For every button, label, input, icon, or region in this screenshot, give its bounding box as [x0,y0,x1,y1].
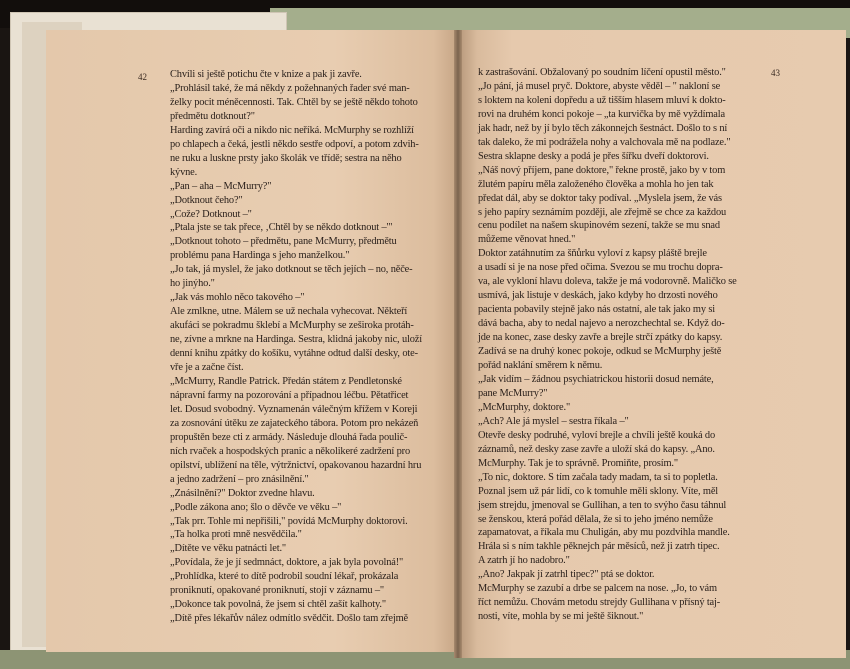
text-line: Hrála si s ním takhle pěknejch pár měsíců, než ji zatrh tipec. [478,541,720,553]
text-line: „Dotknout čeho?" [170,194,243,206]
text-line: cenu podílet na našem skupinovém sezení, takže se mu snad [478,220,720,232]
text-line: ho jinýho." [170,278,215,290]
text-line: „Náš nový příjem, pane doktore," řekne prostě, jako by v tom [478,164,726,176]
text-line: „Cože? Dotknout –" [170,208,252,220]
text-line: „McMurphy, doktore." [478,401,571,413]
text-line: želky pocit méněcennosti. Tak. Chtěl by se ještě někdo tohoto [170,96,418,108]
text-line: po chlapech a čeká, jestli někdo sestře odpoví, a potom zdvih- [170,138,419,150]
text-line: A zatrh jí ho nadobro." [478,555,570,567]
left-page-text [170,68,445,626]
text-line: Harding zavírá oči a nikdo nic neříká. McMurphy se rozhlíží [170,124,414,136]
right-page-text [478,66,763,624]
text-line: pacienta pobavily stejně jako nás ostatní, ale tak jako my si [478,304,715,316]
text-line: „Ptala jste se tak přece, ‚Chtěl by se někdo dotknout –'" [170,222,393,234]
text-line: tak daleko, že mi podrážela nohy a valchovala mě na podlaze." [478,136,731,148]
text-line: usmívá, jak listuje v deskách, jako kdyby ho drzosti nového [478,290,718,302]
text-line: a usadí si je na nose před očima. Svezou se mu trochu dopra- [478,262,723,274]
text-line: problému pana Hardinga s jeho manželkou." [170,250,350,262]
text-line: „Ach? Ale já myslel – sestra říkala –" [478,415,629,427]
text-line: „Podle zákona ano; šlo o děvče ve věku –" [170,501,342,513]
text-line: „Ta holka proti mně nesvědčila." [170,529,302,541]
text-line: „Jo tak, já myslel, že jako dotknout se těch jejích – no, něče- [170,264,413,276]
text-line: Chvíli si ještě potichu čte v knize a pak ji zavře. [170,69,362,80]
text-line: dává bacha, aby to nedal najevo a nerozchechtal se. Když do- [478,318,725,330]
text-line: s jeho papíry seznámím později, ale zřejmě se chce za každou [478,206,727,218]
text-line: Sestra sklapne desky a podá je přes šířku dveří doktorovi. [478,150,709,162]
text-line: jsem strejdu, jmenoval se Gullihan, a ten to svýho času táhnul [478,499,727,511]
text-line: „McMurry, Randle Patrick. Předán státem z Pendletonské [170,375,402,387]
text-line: s loktem na koleni dopředu a už tišším hlasem mluví k dokto- [478,94,726,106]
right-page-number: 43 [771,68,780,78]
text-line: zapamatovat, a říkala mu Chuligán, aby mu pozdvihla mandle. [478,527,730,539]
text-line: ních rvaček a hospodských pranic a několikeré zadržení pro [170,445,410,457]
text-line: proniknutí, opakované proniknutí, stojí v záznamu –" [170,585,385,597]
text-line: Ale zmlkne, utne. Málem se už nechala vyhecovat. Někteří [170,306,408,318]
text-line: McMurphy. Tak je to správně. Promiňte, prosím." [478,457,678,469]
text-line: jde na konec, zase desky zavře a brejle strčí zpátky do kapsy. [478,332,723,344]
text-line: předmětu dotknout?" [170,110,255,122]
text-line: „Ano? Jakpak jí zatrhl tipec?" ptá se doktor. [478,569,655,581]
text-line: denní knihu zpátky do košíku, vytáhne odtud další desky, ote- [170,348,418,360]
text-line: žlutém papíru měla založeného člověka a mohla ho jen tak [478,178,714,190]
text-line: kývne. [170,166,198,178]
text-line: ne, zívne a mrkne na Hardinga. Sestra, klidná jakoby nic, uloží [170,334,422,346]
text-line: pane McMurry?" [478,387,548,399]
text-line: nápravní farmy na pozorování a případnou léčbu. Pětatřicet [170,389,409,401]
text-line: pořád naklání směrem k němu. [478,360,603,372]
text-line: nosti, víte, mohla by se mi ještě šiknout." [478,611,644,623]
text-line: „Dítě přes lékařův nález odmítlo svědčit. Došlo tam zřejmě [170,613,408,625]
text-line: „Tak prr. Tohle mi nepřišili," povídá McMurphy doktorovi. [170,515,408,527]
text-line: let. Dosud svobodný. Vyznamenán válečným křížem v Koreji [170,403,418,415]
text-line: „Dokonce tak povolná, že jsem si chtěl zašít kalhoty." [170,599,386,611]
text-line: ne ruku a luskne prsty jako školák ve třídě; sestra na něho [170,152,402,164]
text-line: Zadívá se na druhý konec pokoje, odkud se McMurphy ještě [478,346,722,358]
text-line: se ženskou, která pořád dělala, že si to jeho jméno nemůže [478,513,713,525]
text-line: k zastrašování. Obžalovaný po soudním líčení opustil město." [478,67,726,78]
text-line: „Jo pání, já musel pryč. Doktore, abyste věděl – " nakloní se [478,80,721,92]
text-line: Doktor zatáhnutím za šňůrku vyloví z kapsy pláště brejle [478,248,707,260]
text-line: předat dál, aby se doktor taky podíval. „Myslela jsem, že vás [478,192,722,204]
left-page-number: 42 [138,72,147,82]
text-line: říct nemůžu. Chovám metodu strejdy Gullihana v přísný taj- [478,597,721,609]
text-line: propuštěn beze cti z armády. Následuje dlouhá řada poulič- [170,431,408,443]
text-line: „Dotknout tohoto – předmětu, pane McMurry, předmětu [170,236,397,248]
text-line: „To nic, doktore. S tím začala tady madam, ta si to popletla. [478,471,718,483]
text-line: můžeme věnovat hned." [478,234,576,246]
text-line: „Jak vidím – žádnou psychiatrickou historii dosud nemáte, [478,373,714,385]
text-line: „Prohlídka, které to dítě podrobil soudní lékař, prokázala [170,571,399,583]
text-line: jak hadr, než by jí bylo těch zákonnejch šestnáct. Došlo to s ní [478,122,728,134]
text-line: „Povídala, že je jí sedmnáct, doktore, a jak byla povolná!" [170,557,404,569]
text-line: a jedno zadržení – pro znásilnění." [170,473,309,485]
text-line: rovi na druhém konci pokoje – „ta kurvička by mě vyždímala [478,108,725,120]
text-line: „Dítěte ve věku patnácti let." [170,543,287,555]
text-line: vře je a začne číst. [170,362,244,374]
text-line: McMurphy se zazubí a drbe se palcem na nose. „Jo, to vám [478,583,717,595]
text-line: záznamů, než desky zase zavře a uloží ská do kapsy. „Ano. [478,443,715,455]
text-line: va, ale vykloní hlavu doleva, takže je má vodorovně. Maličko se [478,276,737,288]
text-line: Poznal jsem už pár lidí, co k tomuhle měli sklony. Víte, měl [478,485,719,497]
book-gutter [454,30,462,658]
text-line: opilství, ublížení na těle, výtržnictví, opakovanou hazardní hru [170,459,422,471]
text-line: „Jak vás mohlo něco takového –" [170,292,305,304]
text-line: „Pan – aha – McMurry?" [170,180,272,192]
text-line: „Prohlásil také, že má někdy z požehnaných řader své man- [170,82,410,94]
text-line: „Znásilnění?" Doktor zvedne hlavu. [170,487,315,499]
text-line: za zosnování útěku ze zajateckého tábora. Potom pro nekázeň [170,417,419,429]
text-line: Otevře desky podruhé, vyloví brejle a chvíli ještě kouká do [478,429,715,441]
text-line: akufáci se pokradmu šklebí a McMurphy se zeširoka protáh- [170,320,414,332]
